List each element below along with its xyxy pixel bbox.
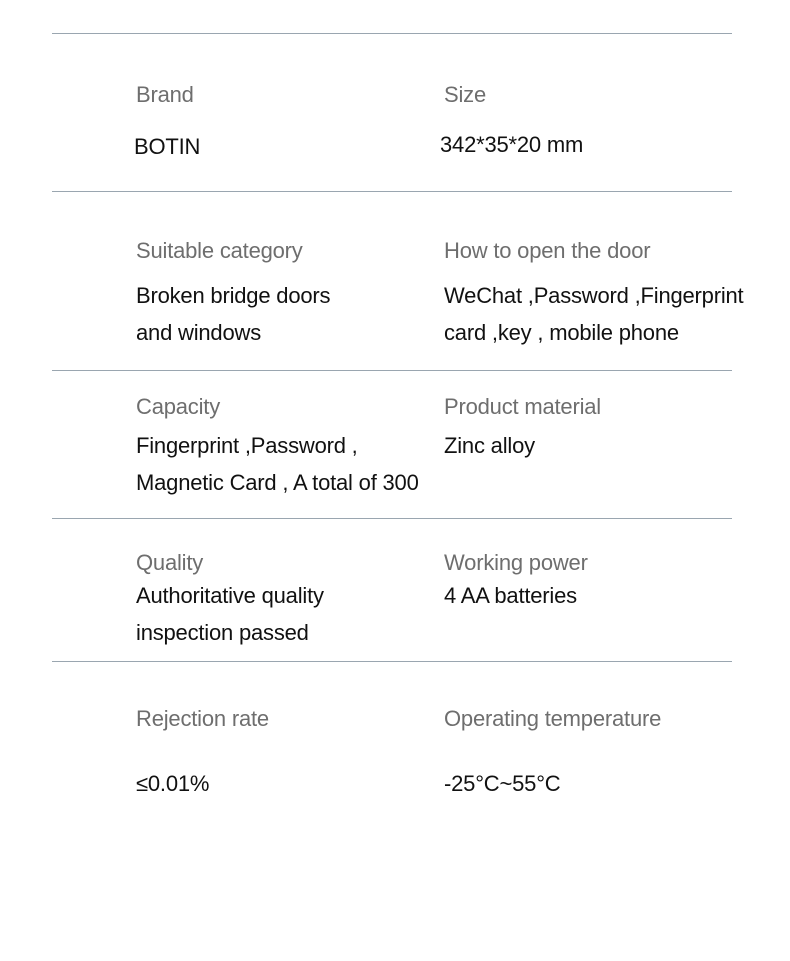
spec-label-product-material: Product material xyxy=(444,394,601,419)
spec-label-quality: Quality xyxy=(136,550,204,575)
spec-label-rejection-rate: Rejection rate xyxy=(136,706,269,731)
spec-value-working-power: 4 AA batteries xyxy=(444,583,577,608)
divider-3 xyxy=(52,518,732,519)
spec-label-operating-temperature: Operating temperature xyxy=(444,706,662,731)
spec-label-working-power: Working power xyxy=(444,550,588,575)
spec-value-capacity-line-2: Magnetic Card , A total of 300 xyxy=(136,470,419,495)
divider-4 xyxy=(52,661,732,662)
divider-top xyxy=(52,33,732,34)
spec-value-open-method-line-2: card ,key , mobile phone xyxy=(444,320,679,345)
spec-value-quality-line-2: inspection passed xyxy=(136,620,309,645)
spec-value-size: 342*35*20 mm xyxy=(440,132,584,157)
spec-label-suitable-category: Suitable category xyxy=(136,238,303,263)
spec-label-open-method: How to open the door xyxy=(444,238,651,263)
spec-value-quality-line-1: Authoritative quality xyxy=(136,583,324,608)
divider-1 xyxy=(52,191,732,192)
spec-label-capacity: Capacity xyxy=(136,394,220,419)
spec-value-brand: BOTIN xyxy=(134,134,201,159)
spec-value-product-material: Zinc alloy xyxy=(444,433,535,458)
spec-value-capacity-line-1: Fingerprint ,Password , xyxy=(136,433,358,458)
spec-value-suitable-category-line-1: Broken bridge doors xyxy=(136,283,331,308)
divider-2 xyxy=(52,370,732,371)
spec-value-suitable-category-line-2: and windows xyxy=(136,320,261,345)
spec-label-size: Size xyxy=(444,82,486,107)
spec-value-open-method-line-1: WeChat ,Password ,Fingerprint xyxy=(444,283,744,308)
spec-value-rejection-rate: ≤0.01% xyxy=(136,771,210,796)
spec-label-brand: Brand xyxy=(136,82,194,107)
spec-value-operating-temperature: -25°C~55°C xyxy=(444,771,561,796)
